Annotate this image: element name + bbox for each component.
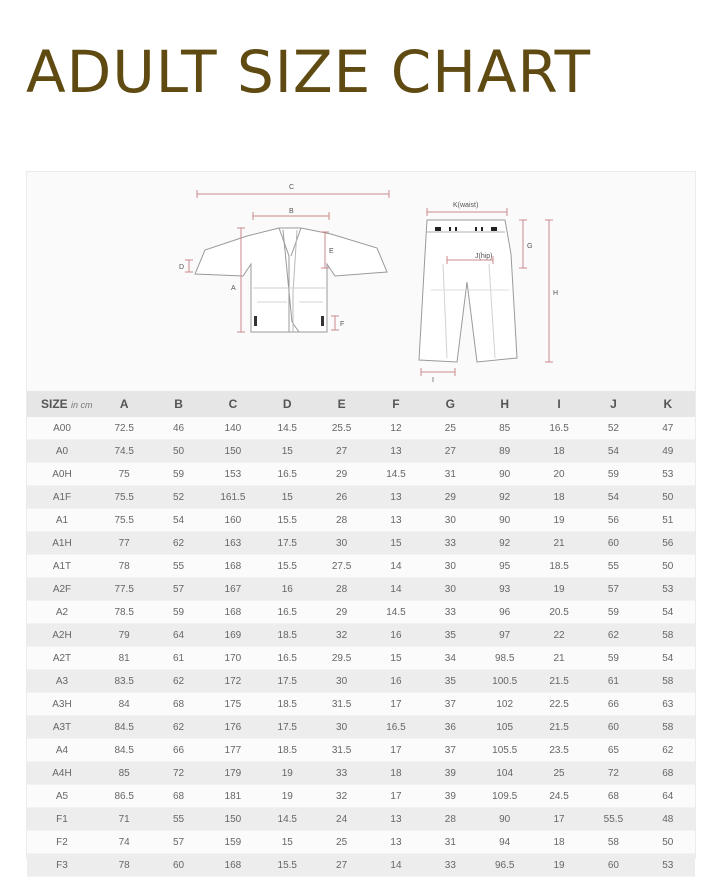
column-header: A [97,391,151,417]
measurement-cell: 14 [369,578,423,601]
column-header: D [260,391,314,417]
measurement-cell: 16.5 [532,417,586,440]
measurement-cell: 59 [151,601,205,624]
measurement-cell: 17 [532,808,586,831]
measurement-cell: 56 [586,509,640,532]
measurement-cell: 18.5 [532,555,586,578]
table-row [27,624,695,647]
measurement-cell: 109.5 [478,785,532,808]
table-row [27,463,695,486]
label-j: J(hip) [475,253,493,260]
table-row [27,509,695,532]
size-cell: A4 [27,739,97,762]
table-row [27,647,695,670]
column-header: B [151,391,205,417]
measurement-cell: 33 [423,532,477,555]
measurement-cell: 61 [151,647,205,670]
measurement-cell: 78.5 [97,601,151,624]
measurement-cell: 68 [641,762,695,785]
label-d: D [179,264,185,271]
label-i: I [432,377,434,384]
measurement-cell: 96.5 [478,854,532,877]
measurement-cell: 32 [314,624,368,647]
measurement-cell: 83.5 [97,670,151,693]
label-h: H [553,290,559,297]
measurement-cell: 100.5 [478,670,532,693]
measurement-cell: 27.5 [314,555,368,578]
measurement-cell: 19 [260,762,314,785]
measurement-cell: 14.5 [260,417,314,440]
measurement-cell: 31.5 [314,739,368,762]
size-column-header [27,391,97,417]
measurement-cell: 140 [206,417,260,440]
measurement-cell: 30 [314,670,368,693]
measurement-cell: 58 [641,716,695,739]
column-header: K [641,391,695,417]
measurement-cell: 32 [314,785,368,808]
size-cell: F1 [27,808,97,831]
measurement-cell: 96 [478,601,532,624]
measurement-cell: 15.5 [260,854,314,877]
label-k: K(waist) [453,202,479,209]
measurement-cell: 86.5 [97,785,151,808]
measurement-cell: 59 [586,647,640,670]
measurement-cell: 30 [423,555,477,578]
measurement-cell: 21.5 [532,670,586,693]
size-chart-card [26,171,696,871]
size-cell: A00 [27,417,97,440]
measurement-cell: 30 [314,716,368,739]
measurement-cell: 13 [369,509,423,532]
measurement-cell: 18.5 [260,693,314,716]
measurement-cell: 16.5 [369,716,423,739]
measurement-cell: 23.5 [532,739,586,762]
measurement-cell: 49 [641,440,695,463]
measurement-cell: 161.5 [206,486,260,509]
column-header: E [314,391,368,417]
size-cell: A2 [27,601,97,624]
size-cell: A1H [27,532,97,555]
size-cell: A4H [27,762,97,785]
measurement-cell: 17.5 [260,532,314,555]
measurement-cell: 53 [641,854,695,877]
measurement-cell: 105 [478,716,532,739]
column-header: F [369,391,423,417]
measurement-cell: 35 [423,670,477,693]
column-header: C [206,391,260,417]
measurement-cell: 29.5 [314,647,368,670]
measurement-cell: 18.5 [260,739,314,762]
measurement-cell: 13 [369,440,423,463]
measurement-cell: 31 [423,831,477,854]
measurement-cell: 71 [97,808,151,831]
measurement-cell: 172 [206,670,260,693]
measurement-cell: 78 [97,854,151,877]
measurement-cell: 163 [206,532,260,555]
size-cell: A2H [27,624,97,647]
measurement-cell: 19 [260,785,314,808]
size-header-label: SIZE [41,397,68,411]
table-row [27,716,695,739]
measurement-cell: 22 [532,624,586,647]
table-header-row [27,391,695,417]
measurement-cell: 17 [369,739,423,762]
measurement-cell: 33 [314,762,368,785]
measurement-cell: 19 [532,578,586,601]
measurement-cell: 29 [314,601,368,624]
size-cell: A1T [27,555,97,578]
measurement-cell: 64 [151,624,205,647]
table-row [27,555,695,578]
page-title: ADULT SIZE CHART [26,38,592,106]
measurement-cell: 105.5 [478,739,532,762]
measurement-cell: 58 [641,624,695,647]
measurement-cell: 54 [586,440,640,463]
measurement-cell: 57 [586,578,640,601]
measurement-cell: 79 [97,624,151,647]
measurement-cell: 167 [206,578,260,601]
measurement-cell: 18 [532,486,586,509]
measurement-cell: 18 [532,440,586,463]
table-row [27,831,695,854]
measurement-cell: 77 [97,532,151,555]
table-row [27,693,695,716]
measurement-cell: 60 [586,532,640,555]
measurement-cell: 15 [369,647,423,670]
measurement-cell: 16 [260,578,314,601]
measurement-cell: 19 [532,854,586,877]
measurement-cell: 37 [423,739,477,762]
measurement-cell: 58 [641,670,695,693]
table-row [27,417,695,440]
measurement-cell: 179 [206,762,260,785]
measurement-cell: 74 [97,831,151,854]
measurement-cell: 85 [97,762,151,785]
table-row [27,532,695,555]
measurement-cell: 16.5 [260,601,314,624]
measurement-cell: 72.5 [97,417,151,440]
measurement-cell: 14.5 [260,808,314,831]
measurement-cell: 55 [151,555,205,578]
measurement-cell: 168 [206,854,260,877]
measurement-cell: 13 [369,831,423,854]
measurement-cell: 90 [478,808,532,831]
measurement-cell: 58 [586,831,640,854]
table-row [27,739,695,762]
measurement-cell: 14.5 [369,463,423,486]
size-cell: A0 [27,440,97,463]
label-g: G [527,243,533,250]
column-header: I [532,391,586,417]
measurement-cell: 92 [478,486,532,509]
measurement-cell: 27 [314,854,368,877]
measurement-cell: 24 [314,808,368,831]
measurement-cell: 98.5 [478,647,532,670]
measurement-cell: 29 [314,463,368,486]
measurement-cell: 56 [641,532,695,555]
measurement-cell: 60 [586,854,640,877]
measurement-cell: 33 [423,601,477,624]
measurement-cell: 62 [586,624,640,647]
table-row [27,440,695,463]
measurement-cell: 150 [206,440,260,463]
measurement-cell: 60 [151,854,205,877]
measurement-cell: 75.5 [97,509,151,532]
measurement-cell: 75.5 [97,486,151,509]
pants-illustration [419,220,517,362]
measurement-cell: 175 [206,693,260,716]
size-cell: F3 [27,854,97,877]
measurement-cell: 169 [206,624,260,647]
measurement-cell: 50 [641,486,695,509]
measurement-cell: 17 [369,785,423,808]
measurement-cell: 68 [151,693,205,716]
measurement-cell: 25 [532,762,586,785]
measurement-cell: 176 [206,716,260,739]
measurement-cell: 35 [423,624,477,647]
measurement-cell: 65 [586,739,640,762]
measurement-cell: 29 [423,486,477,509]
measurement-cell: 39 [423,762,477,785]
measurement-cell: 22.5 [532,693,586,716]
measurement-cell: 59 [586,601,640,624]
measurement-cell: 66 [151,739,205,762]
table-row [27,578,695,601]
measurement-cell: 25 [314,831,368,854]
measurement-cell: 36 [423,716,477,739]
measurement-cell: 170 [206,647,260,670]
measurement-cell: 17.5 [260,716,314,739]
measurement-cell: 97 [478,624,532,647]
measurement-cell: 27 [423,440,477,463]
measurement-cell: 60 [586,716,640,739]
size-cell: A3T [27,716,97,739]
measurement-cell: 24.5 [532,785,586,808]
measurement-cell: 13 [369,486,423,509]
measurement-cell: 102 [478,693,532,716]
measurement-cell: 16 [369,624,423,647]
measurement-cell: 28 [314,578,368,601]
measurement-cell: 153 [206,463,260,486]
size-cell: A1 [27,509,97,532]
measurement-cell: 57 [151,578,205,601]
measurement-cell: 18.5 [260,624,314,647]
measurement-cell: 72 [586,762,640,785]
measurement-cell: 25.5 [314,417,368,440]
measurement-cell: 12 [369,417,423,440]
table-row [27,785,695,808]
size-cell: A1F [27,486,97,509]
label-a: A [231,285,236,292]
measurement-cell: 104 [478,762,532,785]
measurement-cell: 72 [151,762,205,785]
measurement-cell: 15.5 [260,509,314,532]
measurement-cell: 64 [641,785,695,808]
measurement-cell: 21 [532,647,586,670]
label-b: B [289,208,294,215]
measurement-cell: 181 [206,785,260,808]
measurement-cell: 15 [260,831,314,854]
measurement-cell: 27 [314,440,368,463]
measurement-cell: 46 [151,417,205,440]
jacket-illustration [195,228,387,332]
measurement-cell: 21 [532,532,586,555]
table-row [27,762,695,785]
measurement-cell: 89 [478,440,532,463]
measurement-cell: 52 [586,417,640,440]
measurement-cell: 160 [206,509,260,532]
measurement-cell: 84.5 [97,739,151,762]
measurement-cell: 17 [369,693,423,716]
measurement-diagram-svg [27,172,695,390]
size-table [27,391,695,877]
measurement-cell: 54 [641,601,695,624]
size-cell: A0H [27,463,97,486]
measurement-cell: 168 [206,555,260,578]
measurement-cell: 15 [369,532,423,555]
measurement-cell: 54 [586,486,640,509]
measurement-cell: 90 [478,463,532,486]
size-table-body [27,417,695,877]
measurement-cell: 62 [151,716,205,739]
measurement-cell: 50 [641,831,695,854]
measurement-cell: 55 [586,555,640,578]
measurement-cell: 66 [586,693,640,716]
measurement-cell: 33 [423,854,477,877]
table-row [27,486,695,509]
measurement-cell: 81 [97,647,151,670]
measurement-cell: 28 [423,808,477,831]
measurement-cell: 54 [641,647,695,670]
measurement-cell: 16.5 [260,647,314,670]
measurement-cell: 19 [532,509,586,532]
measurement-cell: 54 [151,509,205,532]
measurement-cell: 59 [586,463,640,486]
measurement-cell: 13 [369,808,423,831]
measurement-cell: 30 [314,532,368,555]
measurement-cell: 20.5 [532,601,586,624]
measurement-cell: 75 [97,463,151,486]
measurement-cell: 159 [206,831,260,854]
measurement-cell: 68 [151,785,205,808]
measurement-cell: 15.5 [260,555,314,578]
label-c: C [289,184,295,191]
label-f: F [340,321,345,328]
measurement-cell: 37 [423,693,477,716]
measurement-cell: 94 [478,831,532,854]
measurement-cell: 90 [478,509,532,532]
measurement-cell: 21.5 [532,716,586,739]
measurement-cell: 59 [151,463,205,486]
table-row [27,670,695,693]
unit-label: in cm [71,400,93,410]
measurement-cell: 18 [532,831,586,854]
measurement-cell: 47 [641,417,695,440]
measurement-cell: 85 [478,417,532,440]
size-cell: A3H [27,693,97,716]
table-row [27,601,695,624]
measurement-cell: 78 [97,555,151,578]
measurement-cell: 93 [478,578,532,601]
measurement-cell: 28 [314,509,368,532]
measurement-cell: 53 [641,578,695,601]
column-header: H [478,391,532,417]
measurement-cell: 34 [423,647,477,670]
measurement-cell: 50 [151,440,205,463]
measurement-cell: 168 [206,601,260,624]
size-cell: A2F [27,578,97,601]
measurement-cell: 14.5 [369,601,423,624]
measurement-cell: 61 [586,670,640,693]
measurement-cell: 62 [641,739,695,762]
measurement-cell: 17.5 [260,670,314,693]
measurement-cell: 51 [641,509,695,532]
size-cell: A5 [27,785,97,808]
measurement-cell: 77.5 [97,578,151,601]
column-header: G [423,391,477,417]
measurement-cell: 26 [314,486,368,509]
measurement-cell: 63 [641,693,695,716]
measurement-cell: 62 [151,670,205,693]
measurement-cell: 84 [97,693,151,716]
measurement-cell: 30 [423,578,477,601]
measurement-cell: 68 [586,785,640,808]
size-cell: F2 [27,831,97,854]
measurement-diagram [27,172,695,390]
measurement-cell: 20 [532,463,586,486]
column-header: J [586,391,640,417]
measurement-cell: 92 [478,532,532,555]
measurement-cell: 15 [260,486,314,509]
measurement-cell: 74.5 [97,440,151,463]
measurement-cell: 15 [260,440,314,463]
measurement-cell: 62 [151,532,205,555]
measurement-cell: 14 [369,854,423,877]
measurement-cell: 52 [151,486,205,509]
measurement-cell: 25 [423,417,477,440]
measurement-cell: 55 [151,808,205,831]
measurement-cell: 30 [423,509,477,532]
measurement-cell: 16.5 [260,463,314,486]
measurement-cell: 53 [641,463,695,486]
size-cell: A2T [27,647,97,670]
measurement-cell: 16 [369,670,423,693]
measurement-cell: 14 [369,555,423,578]
measurement-cell: 150 [206,808,260,831]
measurement-cell: 95 [478,555,532,578]
label-e: E [329,248,334,255]
measurement-cell: 18 [369,762,423,785]
measurement-cell: 31.5 [314,693,368,716]
measurement-cell: 31 [423,463,477,486]
size-cell: A3 [27,670,97,693]
measurement-cell: 50 [641,555,695,578]
measurement-cell: 177 [206,739,260,762]
table-row [27,808,695,831]
measurement-cell: 48 [641,808,695,831]
table-row [27,854,695,877]
measurement-cell: 57 [151,831,205,854]
measurement-cell: 84.5 [97,716,151,739]
measurement-cell: 39 [423,785,477,808]
measurement-cell: 55.5 [586,808,640,831]
